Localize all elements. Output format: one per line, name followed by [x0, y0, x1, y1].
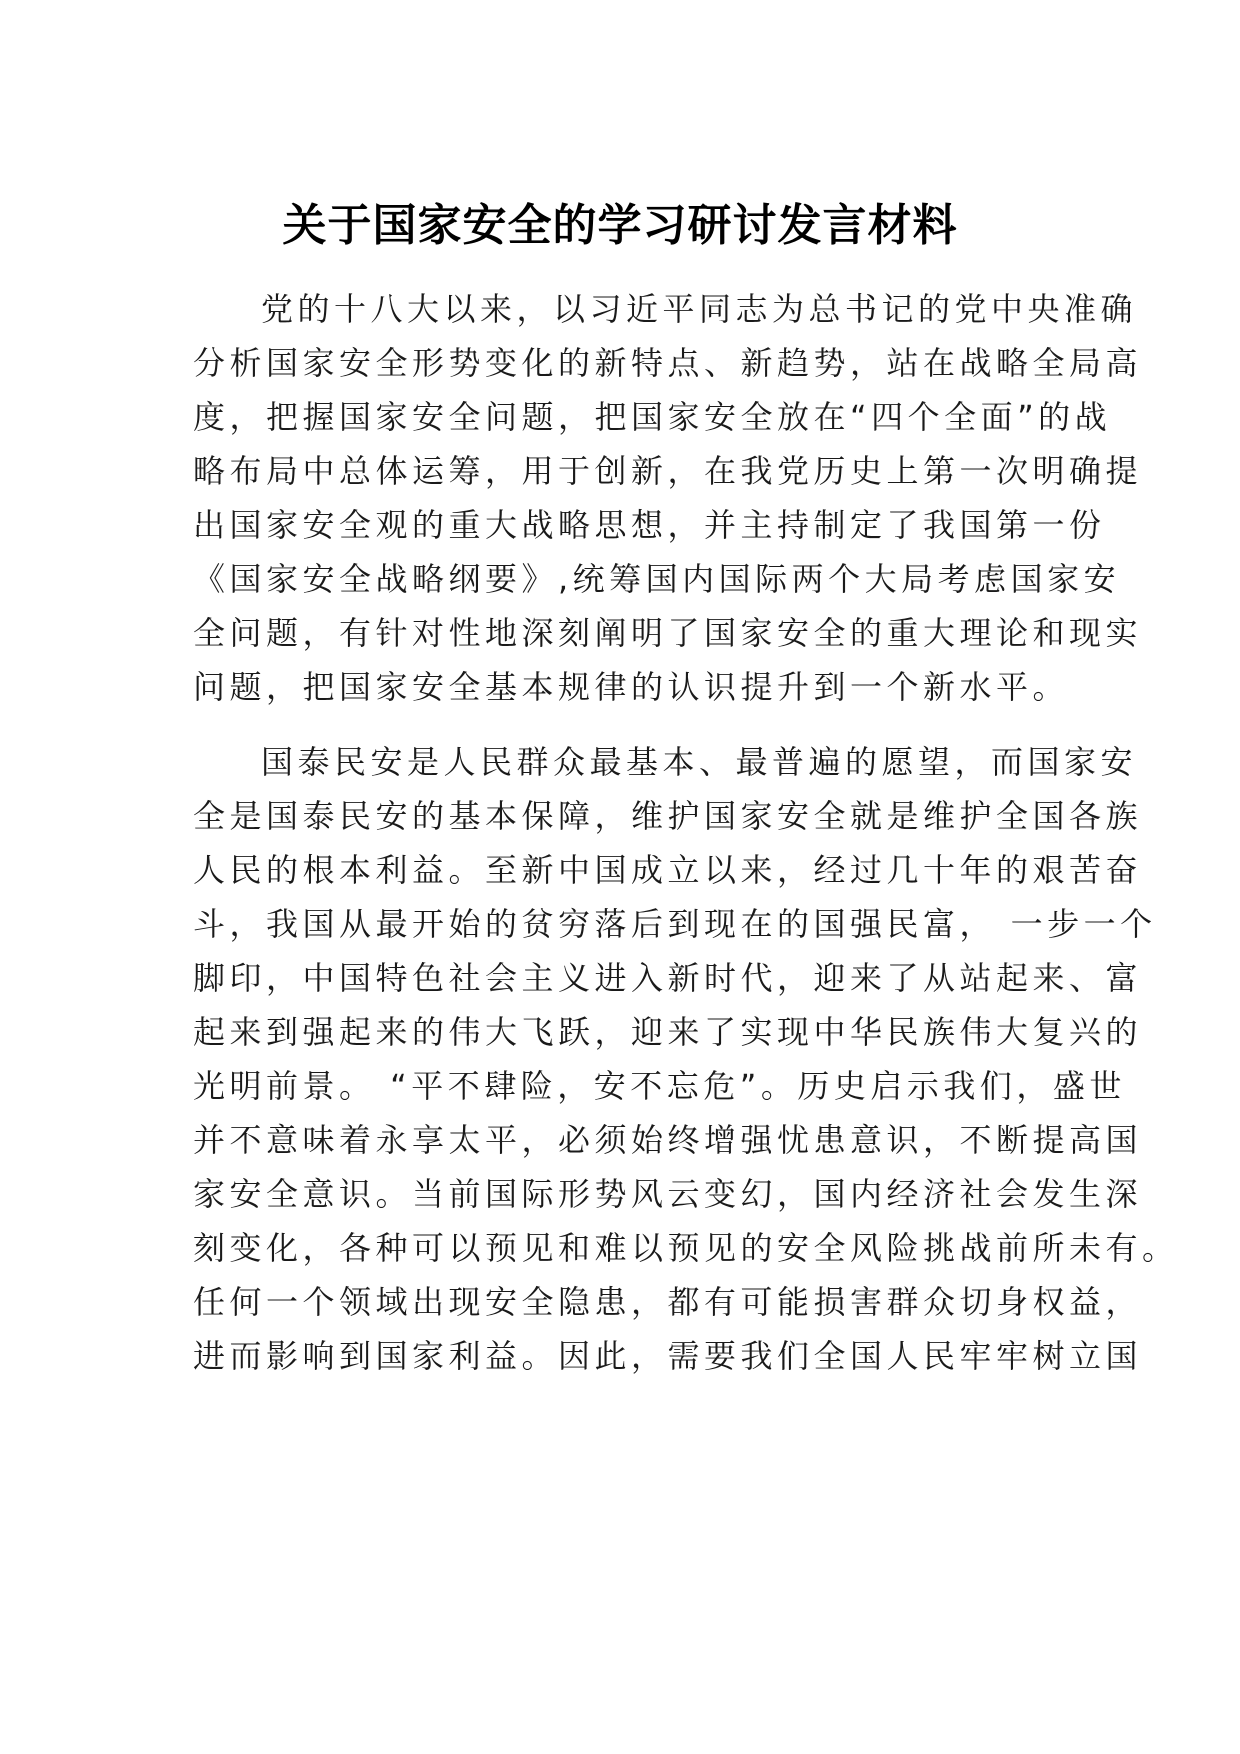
paragraph-line: 起来到强起来的伟大飞跃，迎来了实现中华民族伟大复兴的	[193, 1013, 1143, 1051]
paragraph-line: 光明前景。 “平不肆险，安不忘危”。历史启示我们，盛世	[193, 1067, 1126, 1105]
paragraph-line: 问题，把国家安全基本规律的认识提升到一个新水平。	[193, 668, 1070, 706]
paragraph-line: 分析国家安全形势变化的新特点、新趋势，站在战略全局高	[193, 344, 1143, 382]
paragraph-line: 出国家安全观的重大战略思想，并主持制定了我国第一份	[193, 506, 1106, 544]
paragraph-line: 脚印，中国特色社会主义进入新时代，迎来了从站起来、富	[193, 959, 1143, 997]
paragraph-line: 并不意味着永享太平，必须始终增强忧患意识，不断提高国	[193, 1121, 1143, 1159]
paragraph-line: 全问题，有针对性地深刻阐明了国家安全的重大理论和现实	[193, 614, 1143, 652]
paragraph-line: 斗，我国从最开始的贫穷落后到现在的国强民富， 一步一个	[193, 905, 1157, 943]
paragraph-2	[193, 735, 1179, 1383]
paragraph-line: 进而影响到国家利益。因此，需要我们全国人民牢牢树立国	[193, 1337, 1143, 1375]
paragraph-line: 任何一个领域出现安全隐患，都有可能损害群众切身权益，	[193, 1283, 1143, 1321]
paragraph-line: 家安全意识。当前国际形势风云变幻，国内经济社会发生深	[193, 1175, 1143, 1213]
paragraph-line: 度，把握国家安全问题，把国家安全放在“四个全面”的战	[193, 398, 1112, 436]
paragraph-line: 国泰民安是人民群众最基本、最普遍的愿望，而国家安	[261, 743, 1138, 781]
paragraph-line: 《国家安全战略纲要》,统筹国内国际两个大局考虑国家安	[193, 560, 1121, 598]
paragraph-1	[193, 282, 1143, 714]
paragraph-line: 党的十八大以来，以习近平同志为总书记的党中央准确	[261, 290, 1138, 328]
document-title: 关于国家安全的学习研讨发言材料	[282, 200, 958, 251]
paragraph-line: 略布局中总体运筹，用于创新，在我党历史上第一次明确提	[193, 452, 1143, 490]
paragraph-line: 全是国泰民安的基本保障，维护国家安全就是维护全国各族	[193, 797, 1143, 835]
paragraph-line: 刻变化，各种可以预见和难以预见的安全风险挑战前所未有。	[193, 1229, 1179, 1267]
paragraph-line: 人民的根本利益。至新中国成立以来，经过几十年的艰苦奋	[193, 851, 1143, 889]
